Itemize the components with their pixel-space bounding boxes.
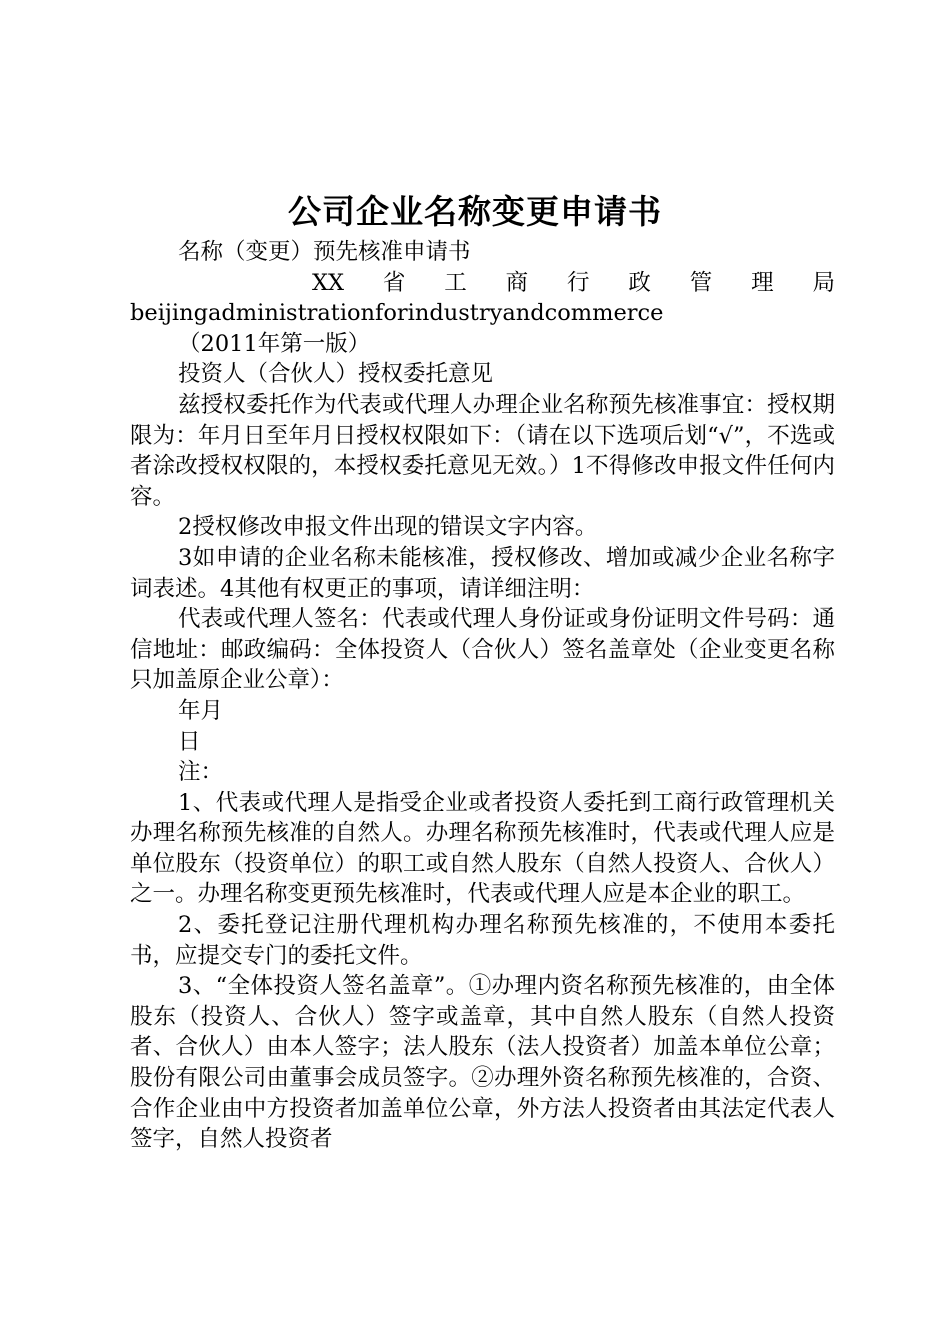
note-3: 3、“全体投资人签名盖章”。①办理内资名称预先核准的，由全体股东（投资人、合伙人）签字或盖章，其中自然人股东（自然人投资者、合伙人）由本人签字；法人股东（法人投资者）加盖本单位公章；股份有限公司由董事会成员签字。②办理外资名称预先核准的，合资、合作企业由中方投资者加盖单位公章，外方法人投资者由其法定代表人签字，自然人投资者 xyxy=(130,973,835,1153)
bureau-name-line: XX省工商行政管理局 xyxy=(312,269,835,296)
section-heading-authorization: 投资人（合伙人）授权委托意见 xyxy=(178,361,494,388)
authorization-paragraph: 兹授权委托作为代表或代理人办理企业名称预先核准事宜：授权期限为：年月日至年月日授权权限如下：（请在以下选项后划“√”，不选或者涂改授权权限的，本授权委托意见无效。）1不得修改申报文件任何内容。 xyxy=(130,391,835,510)
authorization-option-2: 2授权修改申报文件出现的错误文字内容。 xyxy=(178,514,598,541)
date-year-month: 年月 xyxy=(178,697,224,724)
notes-heading: 注： xyxy=(178,759,224,786)
document-body xyxy=(130,237,835,1155)
signature-fields-paragraph: 代表或代理人签名：代表或代理人身份证或身份证明文件号码：通信地址：邮政编码：全体投资人（合伙人）签名盖章处（企业变更名称只加盖原企业公章）： xyxy=(130,606,835,694)
date-day: 日 xyxy=(178,728,201,755)
bureau-english-name: beijingadministrationforindustryandcommerce xyxy=(130,300,664,327)
note-2: 2、委托登记注册代理机构办理名称预先核准的，不使用本委托书，应提交专门的委托文件。 xyxy=(130,912,835,969)
form-name-line: 名称（变更）预先核准申请书 xyxy=(178,239,471,265)
document-title: 公司企业名称变更申请书 xyxy=(288,192,662,231)
edition-line: （2011年第一版） xyxy=(178,330,371,357)
note-1: 1、代表或代理人是指受企业或者投资人委托到工商行政管理机关办理名称预先核准的自然人。办理名称预先核准时，代表或代理人应是单位股东（投资单位）的职工或自然人股东（自然人投资人、合伙人）之一。办理名称变更预先核准时，代表或代理人应是本企业的职工。 xyxy=(130,789,835,908)
authorization-option-3: 3如申请的企业名称未能核准，授权修改、增加或减少企业名称字词表述。4其他有权更正的事项，请详细注明： xyxy=(130,544,835,602)
